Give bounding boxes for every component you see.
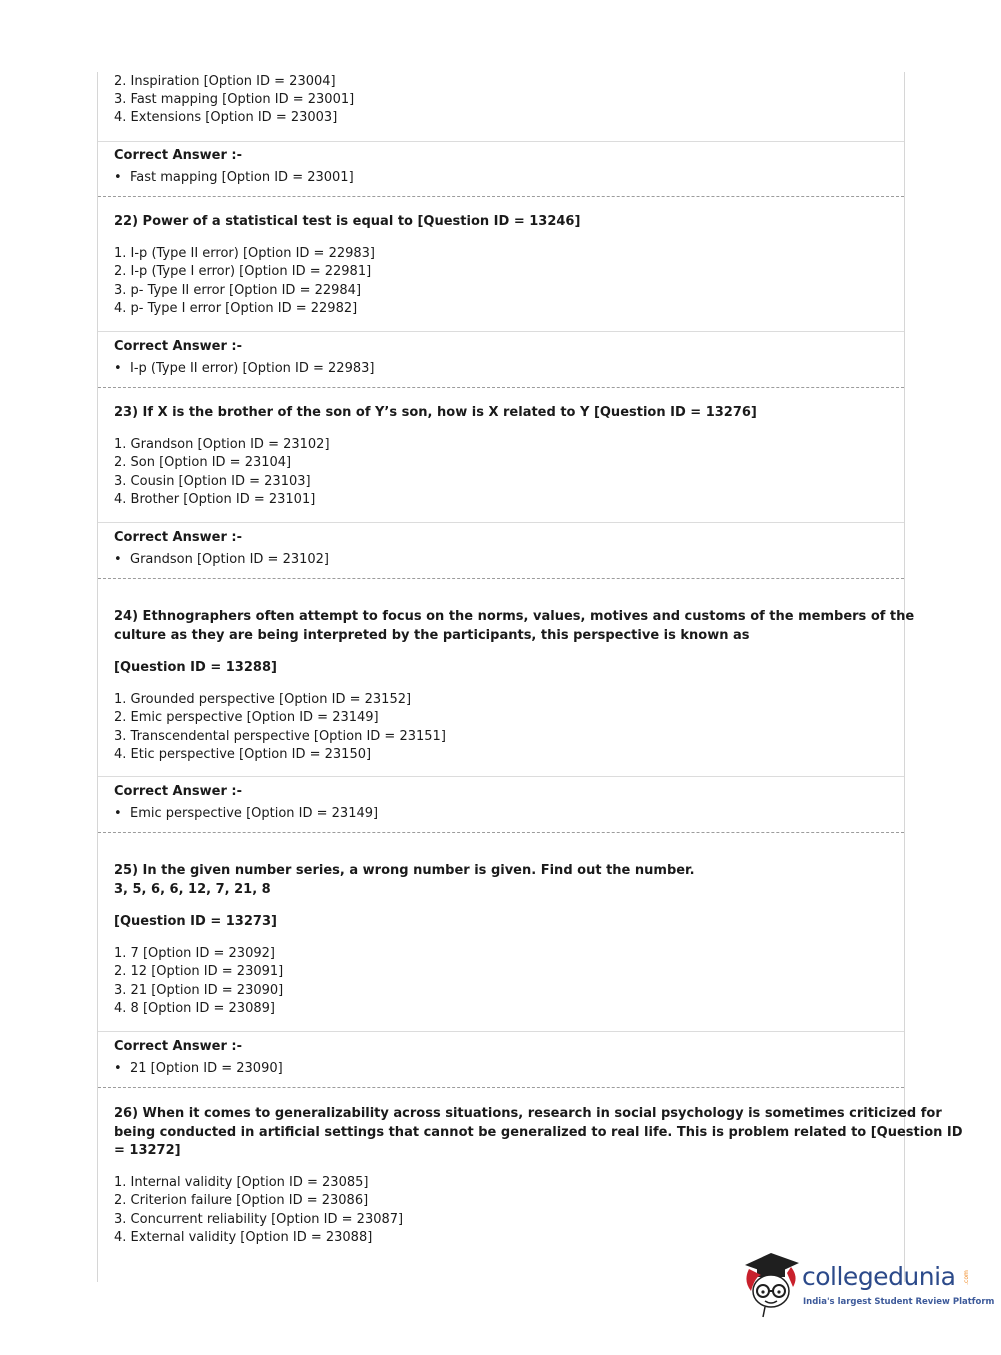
- number-series: 3, 5, 6, 6, 12, 7, 21, 8: [114, 882, 271, 897]
- option: 2. Emic perspective [Option ID = 23149]: [114, 710, 379, 725]
- question-text: 23) If X is the brother of the son of Y’s son, how is X related to Y [Question ID = 13276]: [114, 405, 757, 420]
- correct-answer-value: Emic perspective [Option ID = 23149]: [130, 806, 379, 821]
- option: 3. Fast mapping [Option ID = 23001]: [114, 92, 355, 107]
- logo-tagline: India's largest Student Review Platform: [803, 1297, 995, 1307]
- q24-block: [98, 579, 915, 777]
- option: 3. Cousin [Option ID = 23103]: [114, 474, 311, 489]
- logo-com: .com: [962, 1270, 970, 1285]
- question-text: 22) Power of a statistical test is equal to [Question ID = 13246]: [114, 214, 581, 229]
- q22-answer: [98, 332, 904, 388]
- option: 1. Grandson [Option ID = 23102]: [114, 437, 330, 452]
- question-id: [Question ID = 13273]: [114, 914, 277, 929]
- q25-answer: [98, 1032, 904, 1088]
- option: 4. p- Type I error [Option ID = 22982]: [114, 301, 358, 316]
- option: 4. Brother [Option ID = 23101]: [114, 492, 316, 507]
- correct-answer-value: Fast mapping [Option ID = 23001]: [130, 170, 354, 185]
- q23-answer: [98, 523, 904, 579]
- option: 3. Transcendental perspective [Option ID = 23151]: [114, 729, 446, 744]
- option: 4. External validity [Option ID = 23088]: [114, 1230, 373, 1245]
- correct-answer-label: Correct Answer :-: [114, 148, 242, 163]
- question-text: = 13272]: [114, 1143, 181, 1158]
- q23-block: [98, 388, 904, 523]
- option: 4. 8 [Option ID = 23089]: [114, 1001, 275, 1016]
- bullet: •: [114, 1061, 122, 1076]
- correct-answer-value: I-p (Type II error) [Option ID = 22983]: [130, 361, 375, 376]
- question-text: 25) In the given number series, a wrong number is given. Find out the number.: [114, 863, 695, 878]
- option: 3. 21 [Option ID = 23090]: [114, 983, 284, 998]
- option: 2. 12 [Option ID = 23091]: [114, 964, 284, 979]
- option: 3. p- Type II error [Option ID = 22984]: [114, 283, 362, 298]
- logo-wordmark: collegedunia: [802, 1262, 956, 1291]
- bullet: •: [114, 806, 122, 821]
- q21-answer: [98, 142, 904, 197]
- question-text: being conducted in artificial settings that cannot be generalized to real life. This is problem related to [Question ID: [114, 1125, 963, 1140]
- bullet: •: [114, 552, 122, 567]
- mascot-icon: [741, 1247, 803, 1319]
- q22-block: [98, 197, 904, 332]
- option: 3. Concurrent reliability [Option ID = 23087]: [114, 1212, 404, 1227]
- question-text: 24) Ethnographers often attempt to focus on the norms, values, motives and customs of the members of the: [114, 609, 915, 624]
- correct-answer-value: 21 [Option ID = 23090]: [130, 1061, 283, 1076]
- question-text: culture as they are being interpreted by the participants, this perspective is known as: [114, 628, 750, 643]
- correct-answer-label: Correct Answer :-: [114, 1039, 242, 1054]
- option: 2. Inspiration [Option ID = 23004]: [114, 74, 336, 89]
- correct-answer-value: Grandson [Option ID = 23102]: [130, 552, 329, 567]
- q21-options: [98, 72, 904, 142]
- question-text: 26) When it comes to generalizability across situations, research in social psychology is sometimes criticized for: [114, 1106, 942, 1121]
- correct-answer-label: Correct Answer :-: [114, 339, 242, 354]
- option: 1. Internal validity [Option ID = 23085]: [114, 1175, 369, 1190]
- q26-block: [98, 1088, 963, 1268]
- question-id: [Question ID = 13288]: [114, 660, 277, 675]
- option: 4. Extensions [Option ID = 23003]: [114, 110, 338, 125]
- option: 1. Grounded perspective [Option ID = 23152]: [114, 692, 412, 707]
- q24-answer: [98, 777, 904, 833]
- option: 4. Etic perspective [Option ID = 23150]: [114, 747, 372, 762]
- option: 1. 7 [Option ID = 23092]: [114, 946, 275, 961]
- correct-answer-label: Correct Answer :-: [114, 784, 242, 799]
- q25-block: [98, 833, 904, 1032]
- collegedunia-logo: [741, 1247, 995, 1319]
- correct-answer-label: Correct Answer :-: [114, 530, 242, 545]
- option: 2. Criterion failure [Option ID = 23086]: [114, 1193, 369, 1208]
- option: 2. Son [Option ID = 23104]: [114, 455, 292, 470]
- bullet: •: [114, 170, 122, 185]
- option: 1. I-p (Type II error) [Option ID = 22983]: [114, 246, 376, 261]
- option: 2. I-p (Type I error) [Option ID = 22981]: [114, 264, 372, 279]
- bullet: •: [114, 361, 122, 376]
